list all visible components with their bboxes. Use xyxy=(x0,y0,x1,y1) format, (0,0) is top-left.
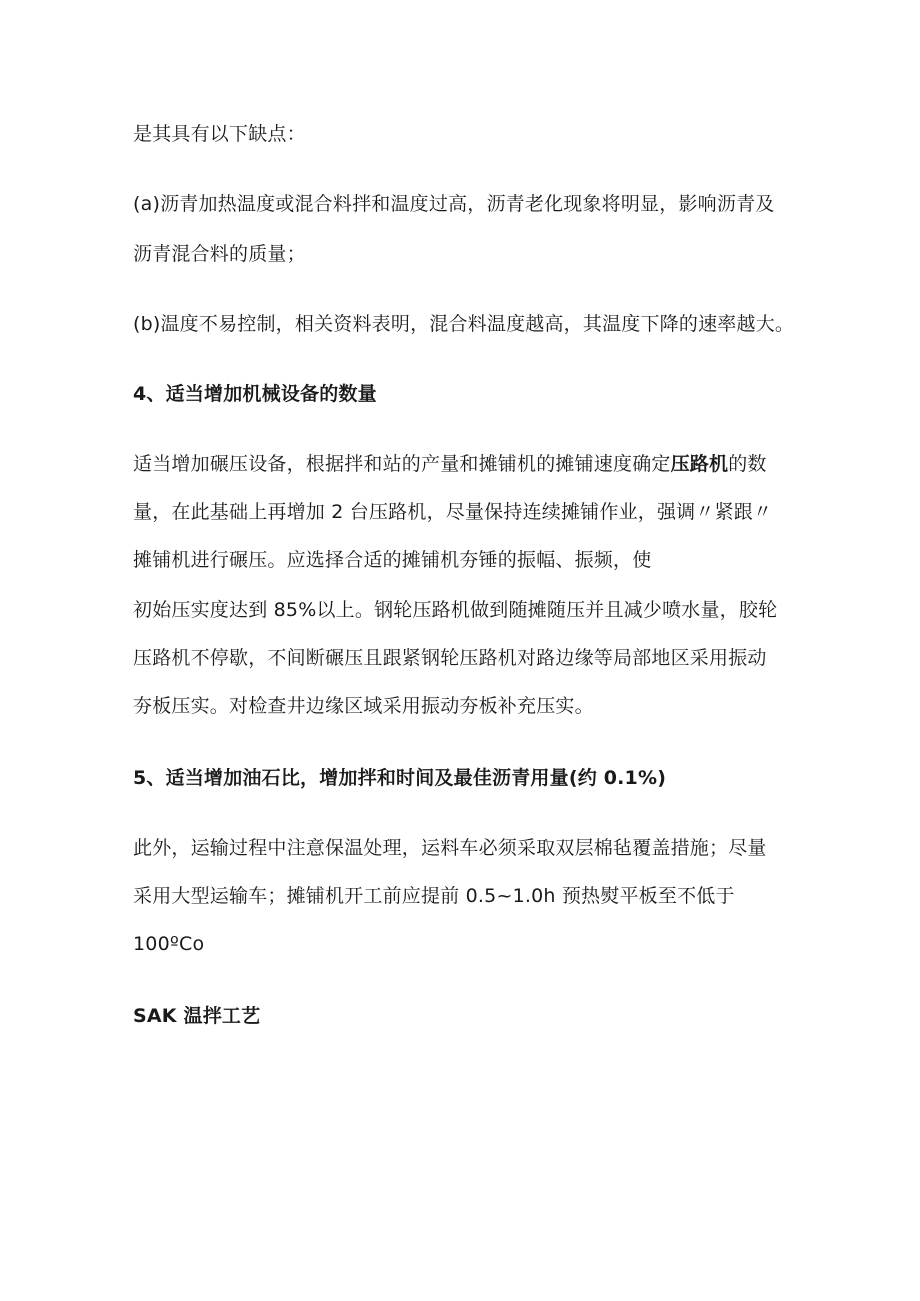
section-5-line-3: 100ºCo xyxy=(133,933,205,955)
point-b-line-1: (b)温度不易控制，相关资料表明，混合料温度越高，其温度下降的速率越大。 xyxy=(133,313,795,335)
section-5-line-2: 采用大型运输车；摊铺机开工前应提前 0.5~1.0h 预热熨平板至不低于 xyxy=(133,885,735,907)
sak-heading: SAK 温拌工艺 xyxy=(133,1005,261,1027)
point-a-line-1: (a)沥青加热温度或混合料拌和温度过高，沥青老化现象将明显，影响沥青及 xyxy=(133,193,775,215)
point-a-line-2: 沥青混合料的质量； xyxy=(133,243,306,265)
section-4-line-1-pre: 适当增加碾压设备，根据拌和站的产量和摊铺机的摊铺速度确定 xyxy=(133,453,671,475)
section-4-line-1 xyxy=(133,451,767,477)
section-4-line-1-post: 的数 xyxy=(728,453,767,475)
section-4-line-5: 压路机不停歇，不间断碾压且跟紧钢轮压路机对路边缘等局部地区采用振动 xyxy=(133,647,767,669)
intro-text: 是其具有以下缺点： xyxy=(133,123,306,145)
section-4-heading: 4、适当增加机械设备的数量 xyxy=(133,383,377,405)
section-5-heading: 5、适当增加油石比，增加拌和时间及最佳沥青用量(约 0.1%) xyxy=(133,767,667,789)
section-4-line-2: 量，在此基础上再增加 2 台压路机，尽量保持连续摊铺作业，强调〃紧跟〃 xyxy=(133,501,773,523)
section-5-line-1: 此外，运输过程中注意保温处理，运料车必须采取双层棉毡覆盖措施；尽量 xyxy=(133,837,767,859)
section-4-line-6: 夯板压实。对检查井边缘区域采用振动夯板补充压实。 xyxy=(133,695,594,717)
section-4-line-3: 摊铺机进行碾压。应选择合适的摊铺机夯锤的振幅、振频，使 xyxy=(133,549,652,571)
section-4-line-4: 初始压实度达到 85%以上。钢轮压路机做到随摊随压并且减少喷水量，胶轮 xyxy=(133,599,778,621)
keyword-road-roller: 压路机 xyxy=(670,453,729,475)
